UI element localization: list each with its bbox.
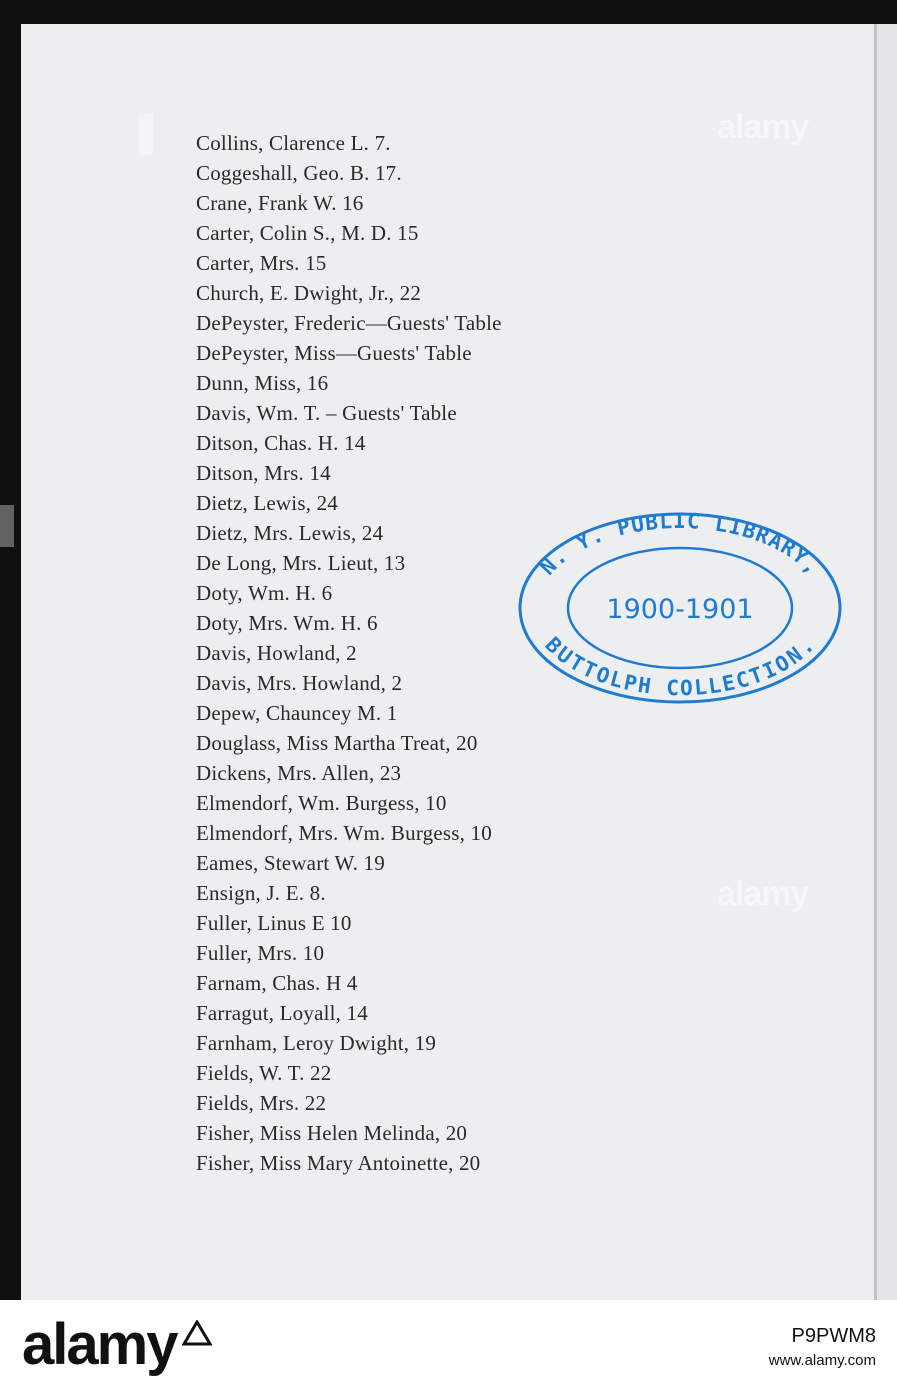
stamp-years: 1900-1901 bbox=[606, 594, 754, 625]
guest-entry: De Long, Mrs. Lieut, 13 bbox=[196, 551, 406, 575]
guest-entry: Ditson, Chas. H. 14 bbox=[196, 431, 366, 455]
guest-entry: Davis, Howland, 2 bbox=[196, 641, 357, 665]
guest-entry: Church, E. Dwight, Jr., 22 bbox=[196, 281, 422, 305]
watermark-text: alamy bbox=[717, 875, 809, 913]
page-fold bbox=[874, 24, 877, 1300]
guest-entry: Doty, Wm. H. 6 bbox=[196, 581, 333, 605]
image-id: P9PWM8 bbox=[791, 1325, 876, 1347]
guest-entry: Douglass, Miss Martha Treat, 20 bbox=[196, 731, 478, 755]
guest-entry: DePeyster, Frederic—Guests' Table bbox=[196, 311, 502, 335]
guest-entry: Fisher, Miss Helen Melinda, 20 bbox=[196, 1121, 468, 1145]
guest-entry: Fisher, Miss Mary Antoinette, 20 bbox=[196, 1151, 481, 1175]
guest-entry: Crane, Frank W. 16 bbox=[196, 191, 364, 215]
guest-entry: Coggeshall, Geo. B. 17. bbox=[196, 161, 402, 185]
guest-entry: Fuller, Mrs. 10 bbox=[196, 941, 325, 965]
guest-entry: Ditson, Mrs. 14 bbox=[196, 461, 331, 485]
alamy-logo bbox=[22, 1312, 212, 1378]
guest-entry: DePeyster, Miss—Guests' Table bbox=[196, 341, 472, 365]
site-url: www.alamy.com bbox=[768, 1352, 876, 1369]
guest-entry: Depew, Chauncey M. 1 bbox=[196, 701, 398, 725]
alamy-logo-text: alamy bbox=[22, 1312, 177, 1377]
guest-entry: Elmendorf, Wm. Burgess, 10 bbox=[196, 791, 447, 815]
guest-entry: Dunn, Miss, 16 bbox=[196, 371, 329, 395]
guest-entry: Eames, Stewart W. 19 bbox=[196, 851, 385, 875]
stamp-top-text: N. Y. PUBLIC LIBRARY, bbox=[535, 510, 825, 580]
guest-entry: Collins, Clarence L. 7. bbox=[196, 131, 391, 155]
guest-entry: Carter, Colin S., M. D. 15 bbox=[196, 221, 419, 245]
guest-entry: Fuller, Linus E 10 bbox=[196, 911, 352, 935]
svg-text:BUTTOLPH COLLECTION. bbox=[540, 633, 819, 701]
watermark-text: alamy bbox=[717, 108, 809, 146]
facing-page-edge bbox=[876, 24, 897, 1300]
guest-entry: Farragut, Loyall, 14 bbox=[196, 1001, 368, 1025]
watermark-tile bbox=[139, 113, 153, 155]
guest-entry: Carter, Mrs. 15 bbox=[196, 251, 327, 275]
guest-entry: Doty, Mrs. Wm. H. 6 bbox=[196, 611, 378, 635]
guest-entry: Elmendorf, Mrs. Wm. Burgess, 10 bbox=[196, 821, 492, 845]
guest-entry: Davis, Mrs. Howland, 2 bbox=[196, 671, 403, 695]
guest-entry: Fields, W. T. 22 bbox=[196, 1061, 332, 1085]
guest-entry: Dietz, Mrs. Lewis, 24 bbox=[196, 521, 384, 545]
guest-entry: Dickens, Mrs. Allen, 23 bbox=[196, 761, 402, 785]
guest-entry: Davis, Wm. T. – Guests' Table bbox=[196, 401, 457, 425]
svg-text:N. Y. PUBLIC LIBRARY, bbox=[535, 510, 824, 580]
guest-entry: Ensign, J. E. 8. bbox=[196, 881, 326, 905]
alamy-mark-icon bbox=[182, 1320, 212, 1346]
guest-entry: Farnam, Chas. H 4 bbox=[196, 971, 358, 995]
guest-entry: Fields, Mrs. 22 bbox=[196, 1091, 327, 1115]
watermark-tile bbox=[0, 505, 14, 547]
library-stamp bbox=[518, 510, 842, 706]
stamp-bottom-text: BUTTOLPH COLLECTION. bbox=[540, 632, 820, 701]
guest-entry: Dietz, Lewis, 24 bbox=[196, 491, 338, 515]
guest-entry: Farnham, Leroy Dwight, 19 bbox=[196, 1031, 437, 1055]
